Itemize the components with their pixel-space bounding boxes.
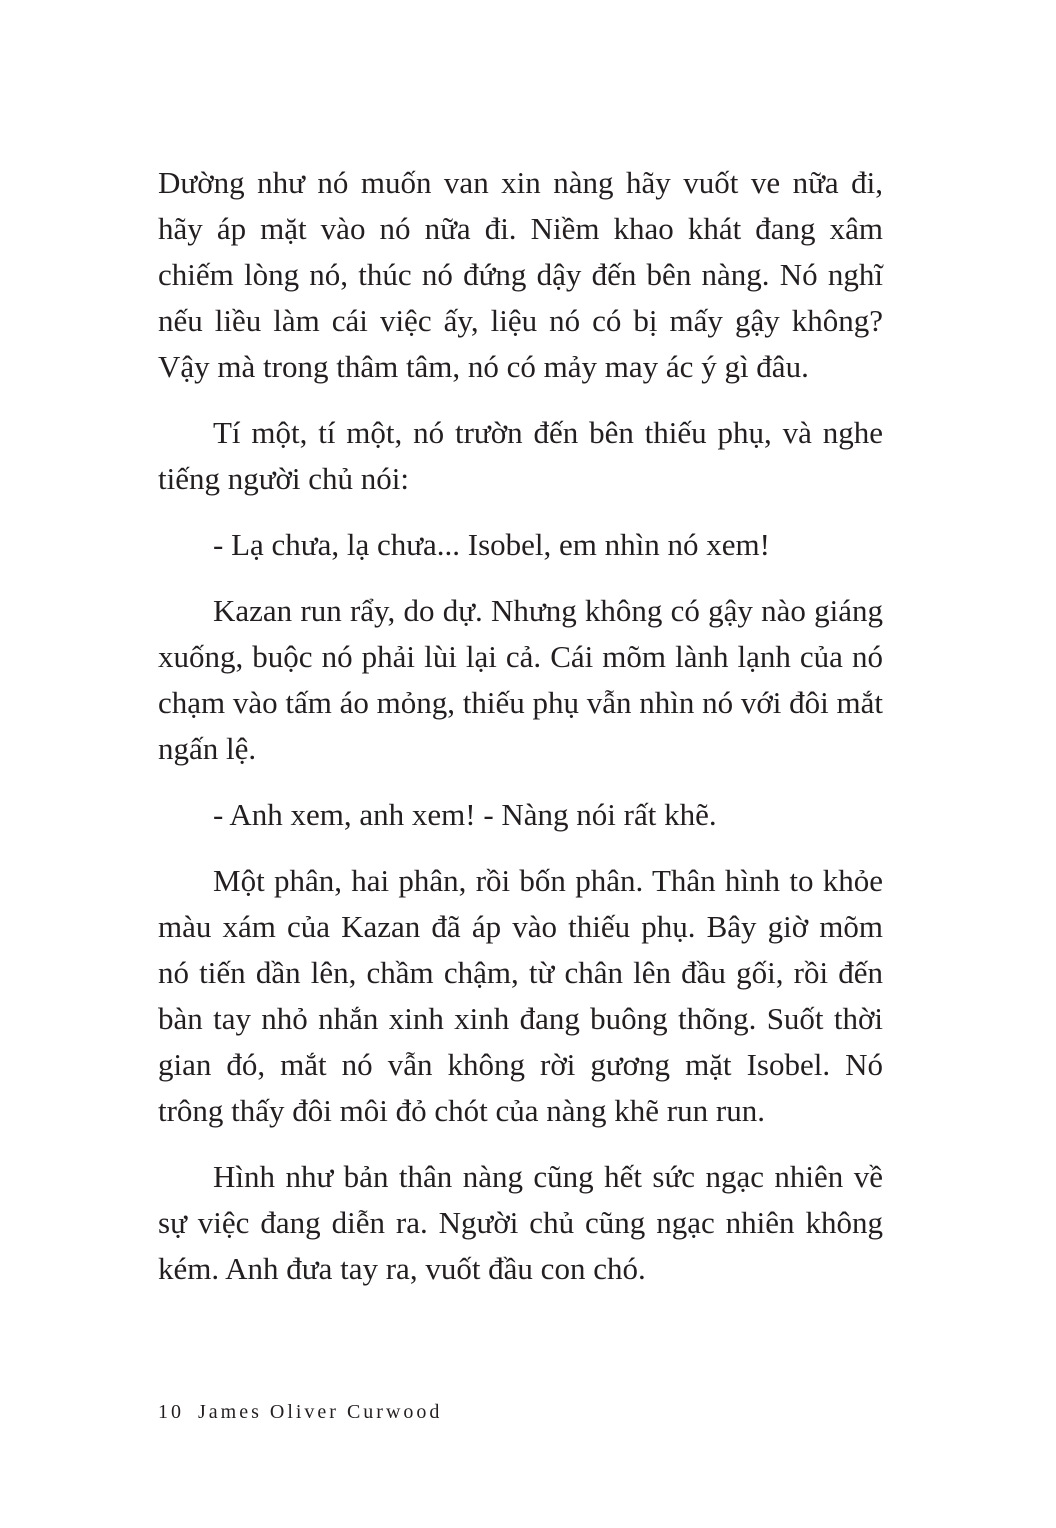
page-footer xyxy=(158,1401,442,1424)
page-number: 10 xyxy=(158,1401,184,1423)
body-text xyxy=(158,160,883,1312)
running-author: James Oliver Curwood xyxy=(198,1401,443,1423)
paragraph-1: Dường như nó muốn van xin nàng hãy vuốt ve nữa đi, hãy áp mặt vào nó nữa đi. Niềm khao khát đang xâm chiếm lòng nó, thúc nó đứng dậy đến bên nàng. Nó nghĩ nếu liều làm cái việc ấy, liệu nó có bị mấy gậy không? Vậy mà trong thâm tâm, nó có mảy may ác ý gì đâu. xyxy=(158,165,883,384)
paragraph-3: - Lạ chưa, lạ chưa... Isobel, em nhìn nó xem! xyxy=(213,527,770,562)
paragraph-7: Hình như bản thân nàng cũng hết sức ngạc nhiên về sự việc đang diễn ra. Người chủ cũng ngạc nhiên không kém. Anh đưa tay ra, vuốt đầu con chó. xyxy=(158,1159,883,1286)
paragraph-5: - Anh xem, anh xem! - Nàng nói rất khẽ. xyxy=(213,797,717,832)
paragraph-4: Kazan run rẩy, do dự. Nhưng không có gậy nào giáng xuống, buộc nó phải lùi lại cả. Cái mõm lành lạnh của nó chạm vào tấm áo mỏng, thiếu phụ vẫn nhìn nó với đôi mắt ngấn lệ. xyxy=(158,593,883,766)
paragraph-2: Tí một, tí một, nó trườn đến bên thiếu phụ, và nghe tiếng người chủ nói: xyxy=(158,415,883,496)
paragraph-6: Một phân, hai phân, rồi bốn phân. Thân hình to khỏe màu xám của Kazan đã áp vào thiếu phụ. Bây giờ mõm nó tiến dần lên, chầm chậm, từ chân lên đầu gối, rồi đến bàn tay nhỏ nhắn xinh xinh đang buông thõng. Suốt thời gian đó, mắt nó vẫn không rời gương mặt Isobel. Nó trông thấy đôi môi đỏ chót của nàng khẽ run run. xyxy=(158,863,883,1128)
